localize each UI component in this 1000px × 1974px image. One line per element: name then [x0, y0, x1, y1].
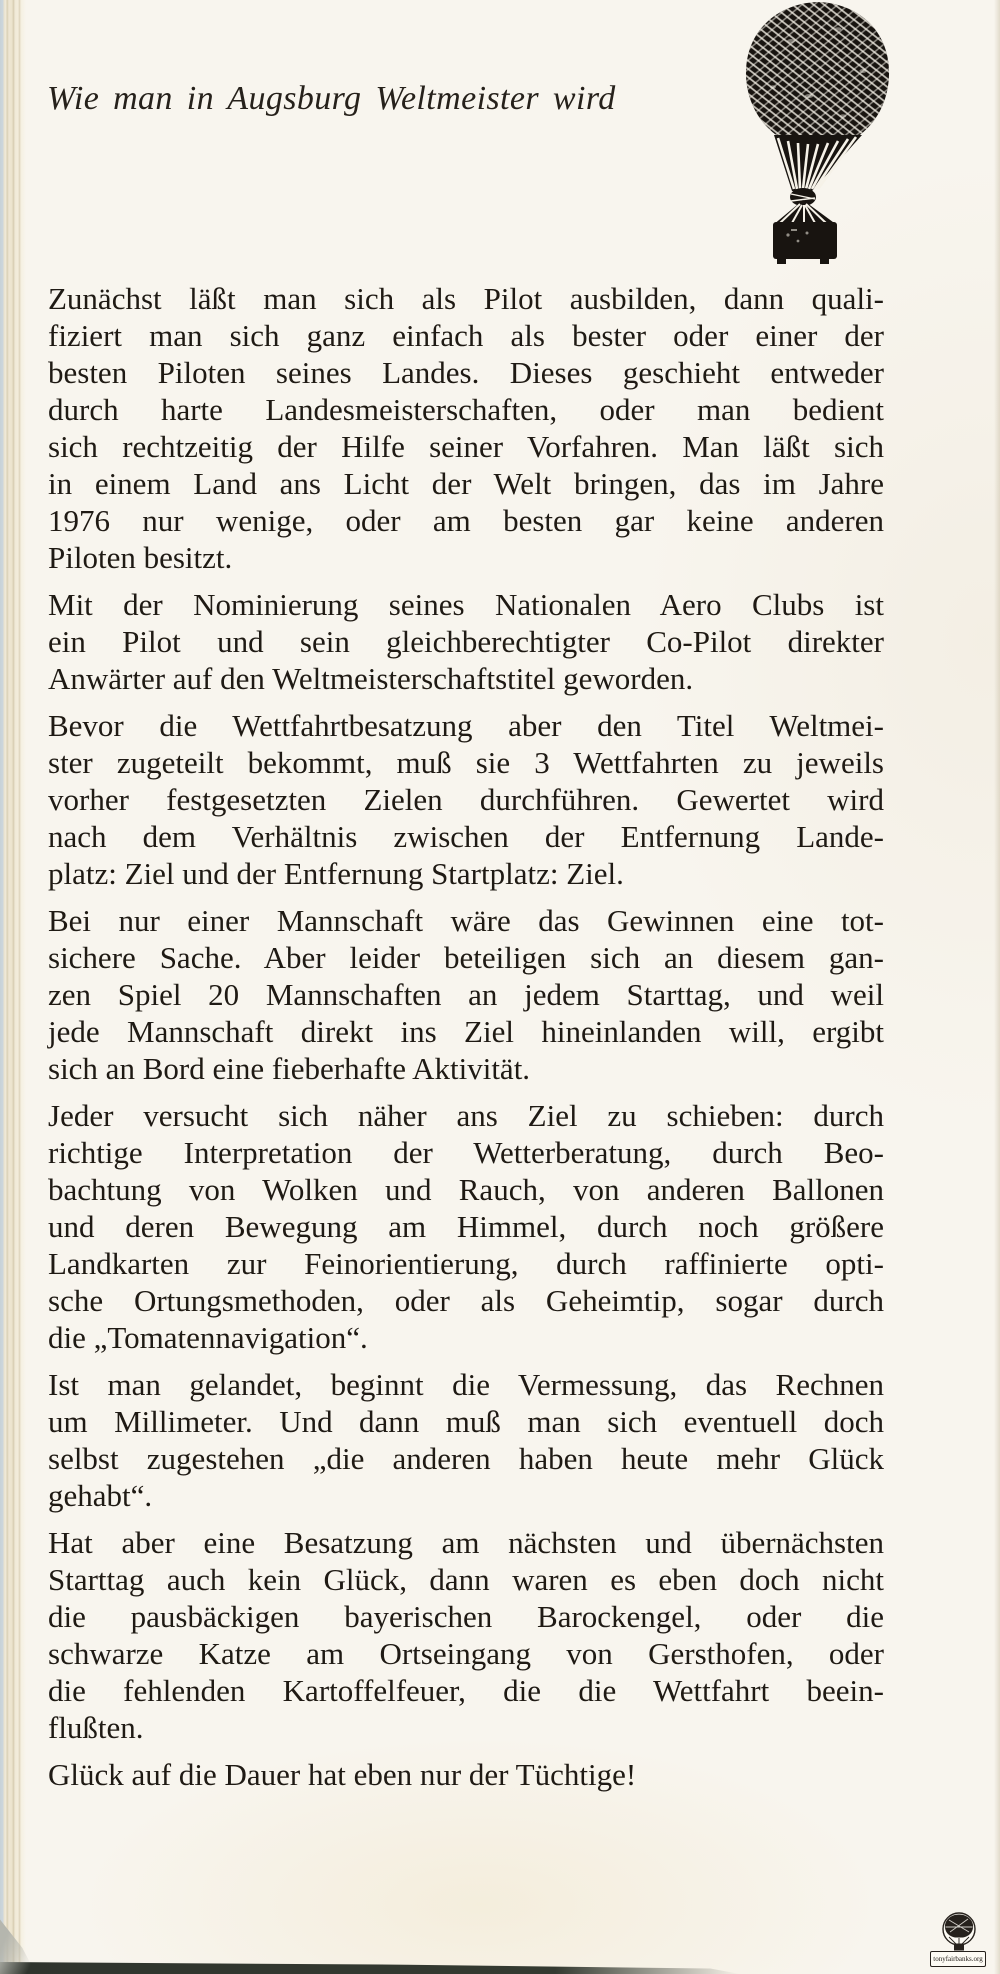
- text-line: die pausbäckigen bayerischen Barockengel, oder die: [48, 1599, 884, 1634]
- text-line: jede Mannschaft direkt ins Ziel hineinlanden will, ergibt: [48, 1014, 884, 1049]
- page-title: Wie man in Augsburg Weltmeister wird: [47, 80, 616, 117]
- text-line: und deren Bewegung am Himmel, durch noch größere: [48, 1209, 884, 1244]
- text-line: Jeder versucht sich näher ans Ziel zu schieben: durch: [48, 1098, 884, 1133]
- page-right-edge: [994, 0, 1000, 1974]
- text-line: in einem Land ans Licht der Welt bringen, das im Jahre: [48, 466, 884, 501]
- text-line: vorher festgesetzten Zielen durchführen. Gewertet wird: [48, 782, 884, 817]
- page-bottom-shadow: [0, 1958, 740, 1974]
- text-line: die „Tomatennavigation“.: [48, 1320, 368, 1355]
- paragraph: [48, 707, 884, 892]
- text-line: bachtung von Wolken und Rauch, von anderen Ballonen: [48, 1172, 884, 1207]
- text-line: ein Pilot und sein gleichberechtigter Co-Pilot direkter: [48, 624, 884, 659]
- stamp-label: tonyfairbanks.org: [930, 1951, 986, 1967]
- text-line: Piloten besitzt.: [48, 540, 233, 575]
- text-line: Anwärter auf den Weltmeisterschaftstitel geworden.: [48, 661, 694, 696]
- article-text: [48, 280, 884, 1793]
- text-line: gehabt“.: [48, 1478, 153, 1513]
- text-line: Landkarten zur Feinorientierung, durch raffinierte opti-: [48, 1246, 884, 1281]
- paragraph: [48, 586, 884, 697]
- text-line: zen Spiel 20 Mannschaften an jedem Starttag, und weil: [48, 977, 884, 1012]
- woodcut-hot-air-balloon-icon: [743, 1, 893, 265]
- text-line: Zunächst läßt man sich als Pilot ausbilden, dann quali-: [48, 281, 884, 316]
- text-line: Starttag auch kein Glück, dann waren es eben doch nicht: [48, 1562, 884, 1597]
- text-line: Mit der Nominierung seines Nationalen Aero Clubs ist: [48, 587, 884, 622]
- text-line: ster zugeteilt bekommt, muß sie 3 Wettfahrten zu jeweils: [48, 745, 884, 780]
- text-line: richtige Interpretation der Wetterberatung, durch Beo-: [48, 1135, 884, 1170]
- text-line: Bevor die Wettfahrtbesatzung aber den Titel Weltmei-: [48, 708, 884, 743]
- text-line: sichere Sache. Aber leider beteiligen sich an diesem gan-: [48, 940, 884, 975]
- paragraph: [48, 280, 884, 576]
- text-line: fiziert man sich ganz einfach als bester oder einer der: [48, 318, 884, 353]
- text-line: Bei nur einer Mannschaft wäre das Gewinnen eine tot-: [48, 903, 884, 938]
- paragraph: [48, 1524, 884, 1746]
- text-line: Hat aber eine Besatzung am nächsten und übernächsten: [48, 1525, 884, 1560]
- paragraph: [48, 1756, 884, 1793]
- text-line: sich an Bord eine fieberhafte Aktivität.: [48, 1051, 531, 1086]
- text-line: sche Ortungsmethoden, oder als Geheimtip, sogar durch: [48, 1283, 884, 1318]
- balloon-illustration: [743, 1, 893, 265]
- text-line: nach dem Verhältnis zwischen der Entfernung Lande-: [48, 819, 884, 854]
- text-line: schwarze Katze am Ortseingang von Gersthofen, oder: [48, 1636, 884, 1671]
- text-line: selbst zugestehen „die anderen haben heute mehr Glück: [48, 1441, 884, 1476]
- text-line: Ist man gelandet, beginnt die Vermessung, das Rechnen: [48, 1367, 884, 1402]
- balloon-in-circle-icon: [927, 1907, 991, 1953]
- text-line: besten Piloten seines Landes. Dieses geschieht entweder: [48, 355, 884, 390]
- text-line: platz: Ziel und der Entfernung Startplatz: Ziel.: [48, 856, 624, 891]
- watermark-stamp: [927, 1907, 991, 1971]
- text-line: sich rechtzeitig der Hilfe seiner Vorfahren. Man läßt sich: [48, 429, 884, 464]
- text-line: die fehlenden Kartoffelfeuer, die die Wettfahrt beein-: [48, 1673, 884, 1708]
- text-line: Glück auf die Dauer hat eben nur der Tüchtige!: [48, 1757, 637, 1792]
- paragraph: [48, 1366, 884, 1514]
- text-line: durch harte Landesmeisterschaften, oder man bedient: [48, 392, 884, 427]
- text-line: flußten.: [48, 1710, 144, 1745]
- paragraph: [48, 902, 884, 1087]
- paragraph: [48, 1097, 884, 1356]
- text-line: 1976 nur wenige, oder am besten gar keine anderen: [48, 503, 884, 538]
- text-line: um Millimeter. Und dann muß man sich eventuell doch: [48, 1404, 884, 1439]
- book-binding-edge: [0, 0, 26, 1974]
